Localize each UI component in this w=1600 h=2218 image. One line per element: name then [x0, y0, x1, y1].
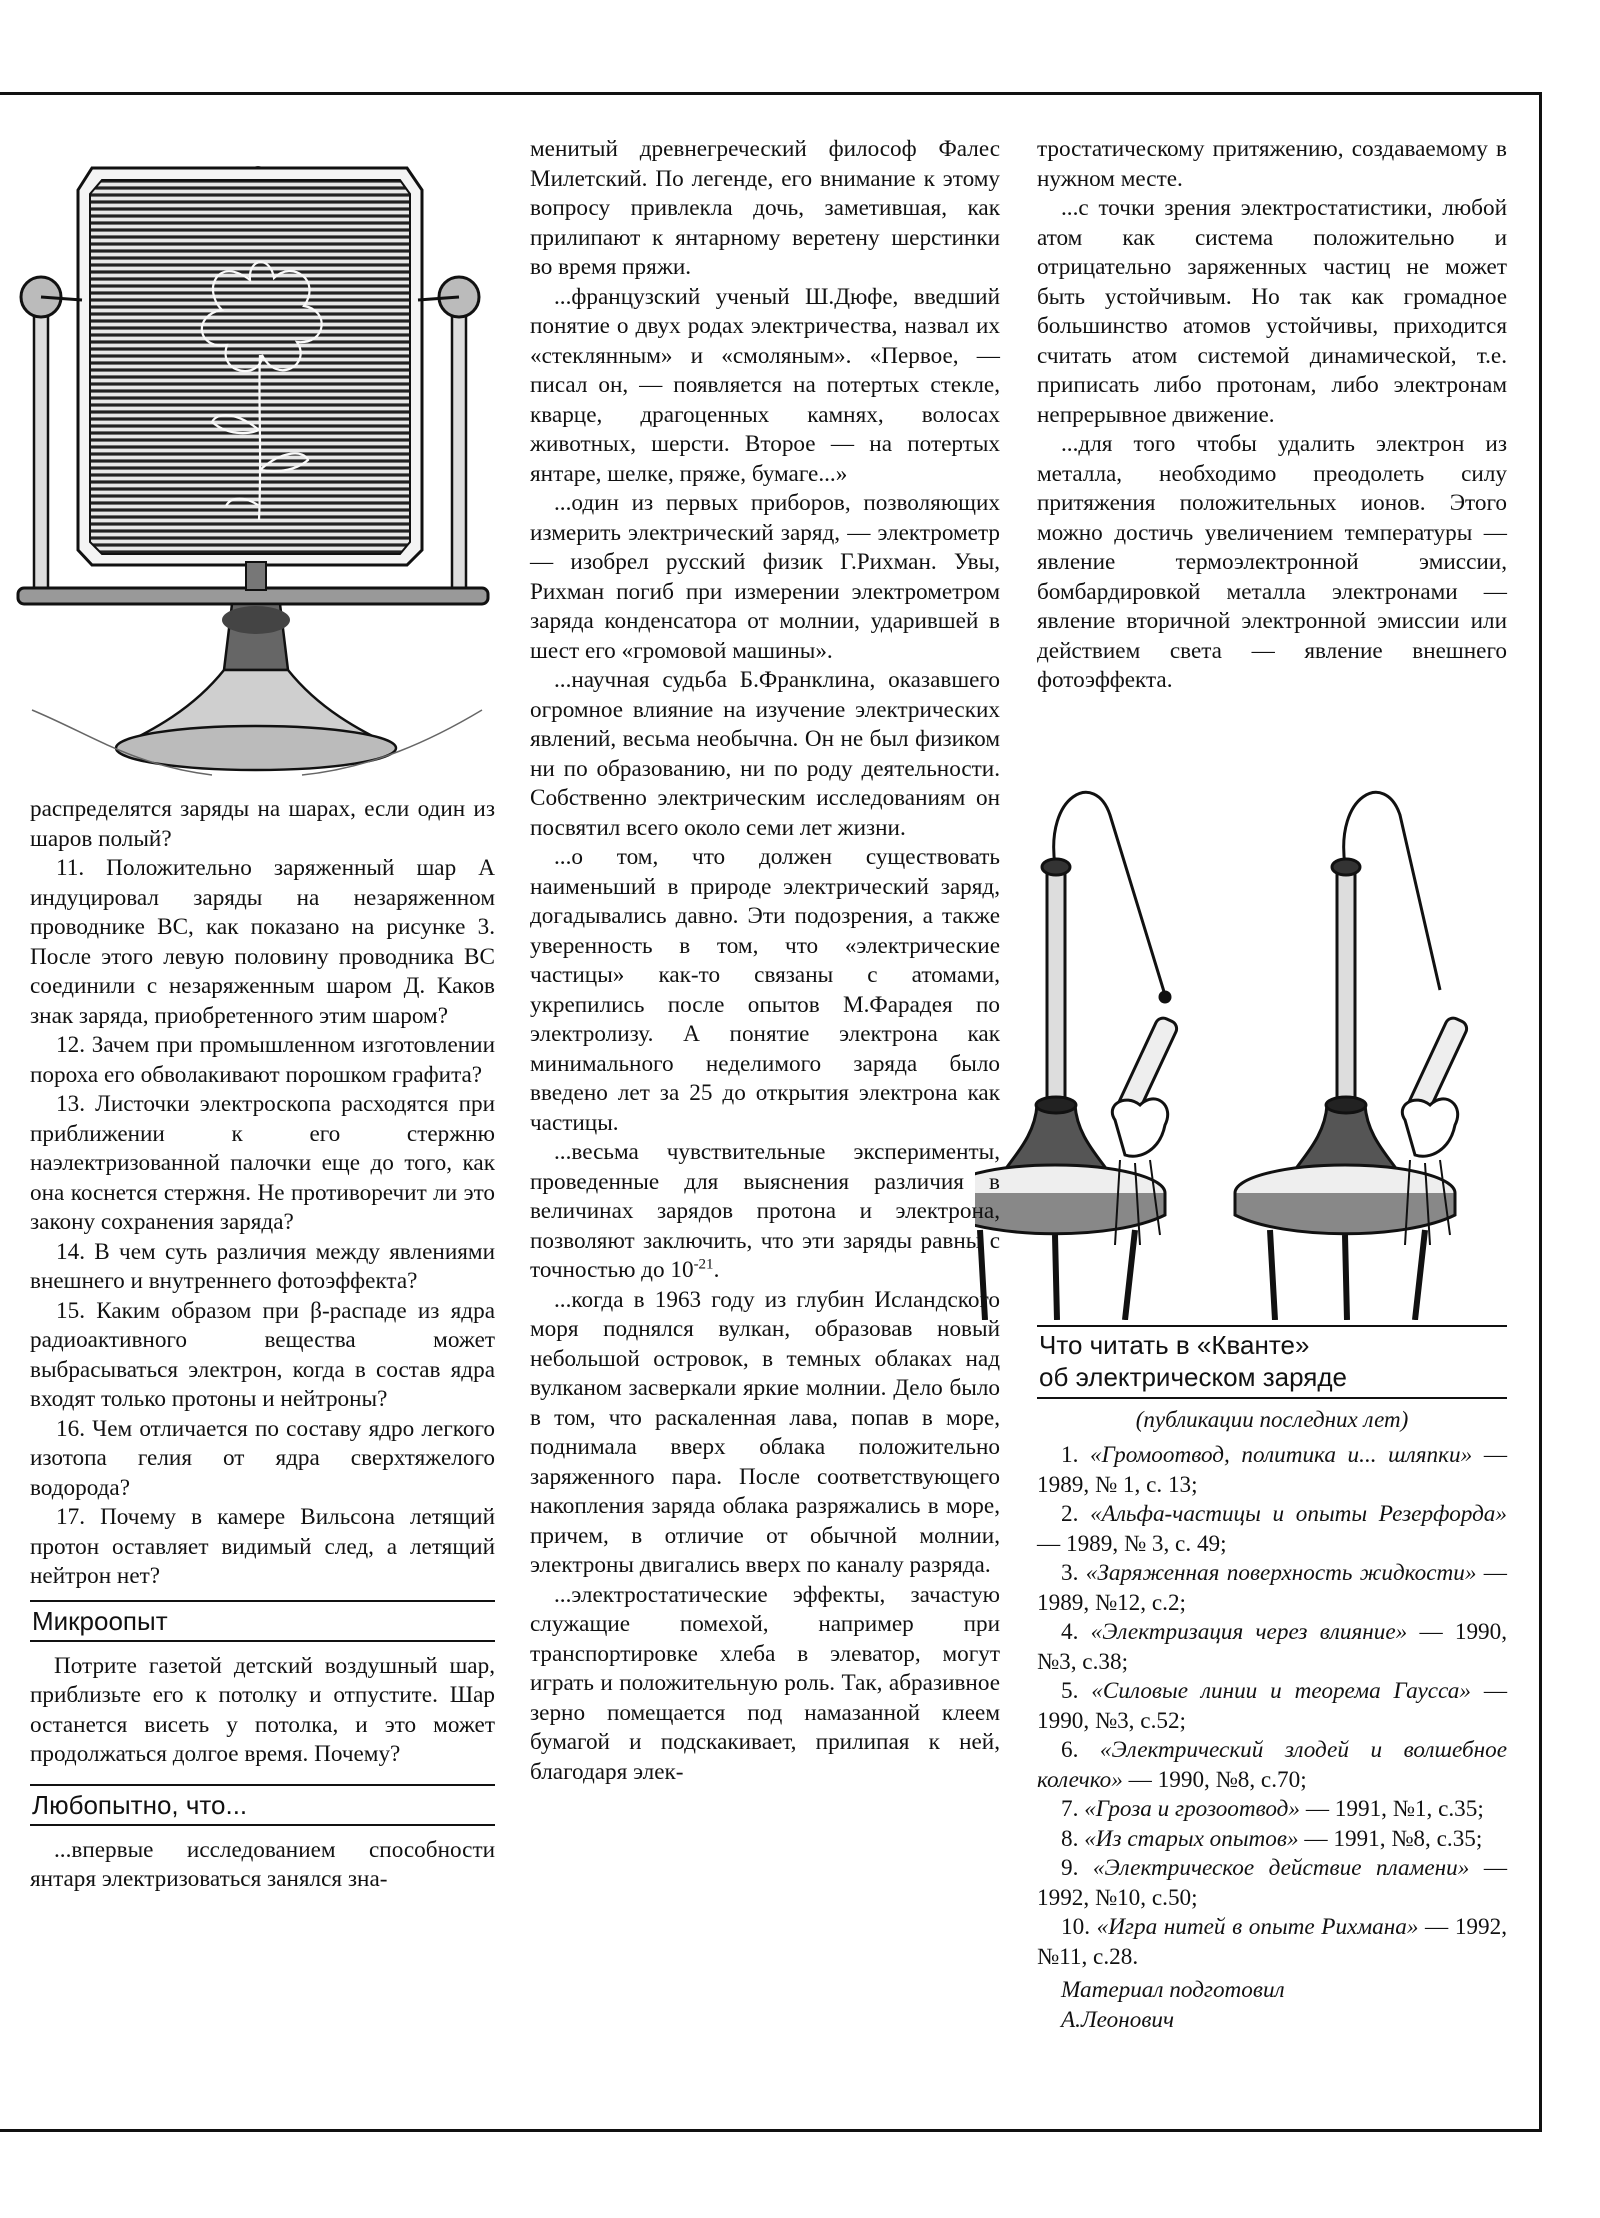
glass-plate-apparatus-illustration: [12, 150, 512, 790]
curious-item-attraction-continued: тростатическому притяжению, создаваемому в нужном месте.: [1037, 136, 1507, 192]
reading-list-item: 2. «Альфа-частицы и опыты Резерфорда» — 1989, № 3, с. 49;: [1037, 1501, 1507, 1557]
reading-list-item: 9. «Электрическое действие пламени» — 1992, №10, с.50;: [1037, 1855, 1508, 1911]
page-frame-top: [0, 92, 1542, 95]
question-16: 16. Чем отличается по составу ядро легкого изотопа гелия от ядра сверхтяжелого водорода?: [30, 1415, 495, 1501]
curious-item-charge-equality: ...весьма чувствительные эксперименты, проведенные для выяснения различия в величинах зарядов протона и электрона, позволяют заключить, что эти заряды равны с точностью до $10^{-21}$.: [530, 1139, 1000, 1283]
page-frame-right: [1539, 92, 1542, 2132]
reading-list-item: 6. «Электрический злодей и волшебное колечко» — 1990, №8, с.70;: [1037, 1737, 1508, 1793]
page-frame-bottom: [0, 2129, 1542, 2132]
question-12: 12. Зачем при промышленном изготовлении пороха его обволакивают порошком графита?: [30, 1032, 495, 1088]
question-14: 14. В чем суть различия между явлениями внешнего и внутреннего фотоэффекта?: [30, 1238, 495, 1294]
curious-item-volcano: ...когда в 1963 году из глубин Исландского моря поднялся вулкан, образовав новый небольшой островок, в темных облаках над вулканом засверкали яркие молнии. Дело было в том, что раскаленная лава, попав в море, поднимала вверх облака положительно заряженного пара. После соответствующего накопления заряда облака разряжались в море, причем, в отличие от обычной молнии, электроны двигались вверх по каналу разряда.: [530, 1286, 1000, 1578]
curious-item-thales: менитый древнегреческий философ Фалес Милетский. По легенде, его внимание к этому вопросу привлекла дочь, заметившая, как прилипают к янтарному веретену шерстинки во время пряжи.: [530, 136, 1000, 280]
microexperiment-text: Потрите газетой детский воздушный шар, приблизьте его к потолку и отпустите. Шар останется висеть у потолка, и это может продолжаться долгое время. Почему?: [30, 1652, 495, 1767]
reading-list-subtitle: (публикации последних лет): [1135, 1407, 1409, 1432]
curious-item-elementary-charge: ...о том, что должен существовать наименьший в природе электрический заряд, догадывались давно. Эти подозрения, а также уверенность в том, что «электрические частицы» как-то связаны с атомами, укрепились после опытов М.Фарадея по электролизу. А понятие электрона как минимального неделимого заряда было введено лет за 25 до открытия электрона как частицы.: [530, 844, 1000, 1136]
curious-heading: Любопытно, что...: [30, 1784, 495, 1826]
curious-text-start: ...впервые исследованием способности янтаря электризоваться занялся зна-: [30, 1836, 495, 1892]
curious-item-electron-emission: ...для того чтобы удалить электрон из металла, необходимо преодолеть силу притяжения положительных ионов. Этого можно достичь увеличением температуры — явление термоэлектронной эмиссии, бомбардировкой металла электронами — явление вторичной электронной эмиссии или действием света — явление внешнего фотоэффекта.: [1037, 431, 1507, 693]
microexperiment-heading: Микроопыт: [30, 1600, 495, 1642]
exponent: -21: [693, 1256, 714, 1273]
question-11: 11. Положительно заряженный шар А индуцировал заряды на незаряженном проводнике ВС, как показано на рисунке 3. После этого левую половину проводника ВС соединили с незаряженным шаром Д. Каков знак заряда, приобретенного этим шаром?: [30, 855, 495, 1029]
question-13: 13. Листочки электроскопа расходятся при приближении к его стержню наэлектризованной палочки еще до того, как она коснется стержня. Не противоречит ли это закону сохранения заряда?: [30, 1091, 495, 1235]
question-10-continued: распределятся заряды на шарах, если один из шаров полый?: [30, 796, 495, 852]
reading-list-item: 1. «Громоотвод, политика и... шляпки» — 1989, № 1, с. 13;: [1037, 1442, 1508, 1498]
column-1: [30, 795, 495, 1895]
credit-author: А.Леонович: [1061, 2006, 1175, 2033]
electrometer-experiment-illustration: [975, 775, 1525, 1320]
reading-list-item: 4. «Электризация через влияние» — 1990, №3, с.38;: [1037, 1619, 1508, 1675]
question-15: 15. Каким образом при β-распаде из ядра радиоактивного вещества может выбрасываться электрон, когда в состав ядра входят только протоны и нейтроны?: [30, 1297, 495, 1412]
curious-item-richmann: ...один из первых приборов, позволяющих измерить электрический заряд, — электрометр — изобрел русский физик Г.Рихман. Увы, Рихман погиб при измерении электрометром заряда конденсатора от молнии, ударившей в шест его «громовой машины».: [530, 490, 1000, 664]
reading-list-heading: Что читать в «Кванте» об электрическом заряде: [1037, 1325, 1507, 1399]
curious-item-electrostatic-effects: ...электростатические эффекты, зачастую служащие помехой, например при транспортировке хлеба в элеватор, могут играть и положительную роль. Так, абразивное зерно помещается под намазанной клеем бумагой и подскакивает, прилипая к ней, благодаря элек-: [530, 1581, 1000, 1785]
curious-item-atom-stability: ...с точки зрения электростатистики, любой атом как система положительно и отрицательно заряженных частиц не может быть устойчивым. Но так как громадное большинство атомов устойчивы, приходится считать атом системой динамической, т.е. приписать либо протонам, либо электронам непрерывное движение.: [1037, 195, 1507, 428]
curious-item-dufay: ...французский ученый Ш.Дюфе, введший понятие о двух родах электричества, назвал их «стеклянным» и «смоляным». «Первое, — писал он, — появляется на потертых стекле, кварце, драгоценных камнях, волосах животных, шерсти. Второе — на потертых янтаре, шелке, пряже, бумаге...»: [530, 283, 1000, 487]
column-3: [1037, 135, 1507, 696]
question-17: 17. Почему в камере Вильсона летящий протон оставляет видимый след, а летящий нейтрон нет?: [30, 1504, 495, 1589]
reading-list: [1037, 1325, 1507, 2035]
reading-list-item: 3. «Заряженная поверхность жидкости» — 1989, №12, с.2;: [1037, 1560, 1507, 1616]
reading-list-items: [1037, 1441, 1507, 1972]
credit-prepared-by: Материал подготовил: [1061, 1977, 1285, 2003]
column-2: [530, 135, 1000, 1787]
reading-list-item: 7. «Гроза и грозоотвод» — 1991, №1, с.35;: [1061, 1796, 1484, 1822]
reading-list-item: 10. «Игра нитей в опыте Рихмана» — 1992, №11, с.28.: [1037, 1914, 1508, 1970]
reading-list-item: 8. «Из старых опытов» — 1991, №8, с.35;: [1061, 1825, 1483, 1852]
reading-list-item: 5. «Силовые линии и теорема Гаусса» — 1990, №3, с.52;: [1037, 1678, 1507, 1734]
curious-item-franklin: ...научная судьба Б.Франклина, оказавшего огромное влияние на изучение электрических явлений, весьма необычна. Он не был физиком ни по образованию, ни по роду деятельности. Собственно электрическим исследованиям он посвятил всего около семи лет жизни.: [530, 667, 1000, 841]
